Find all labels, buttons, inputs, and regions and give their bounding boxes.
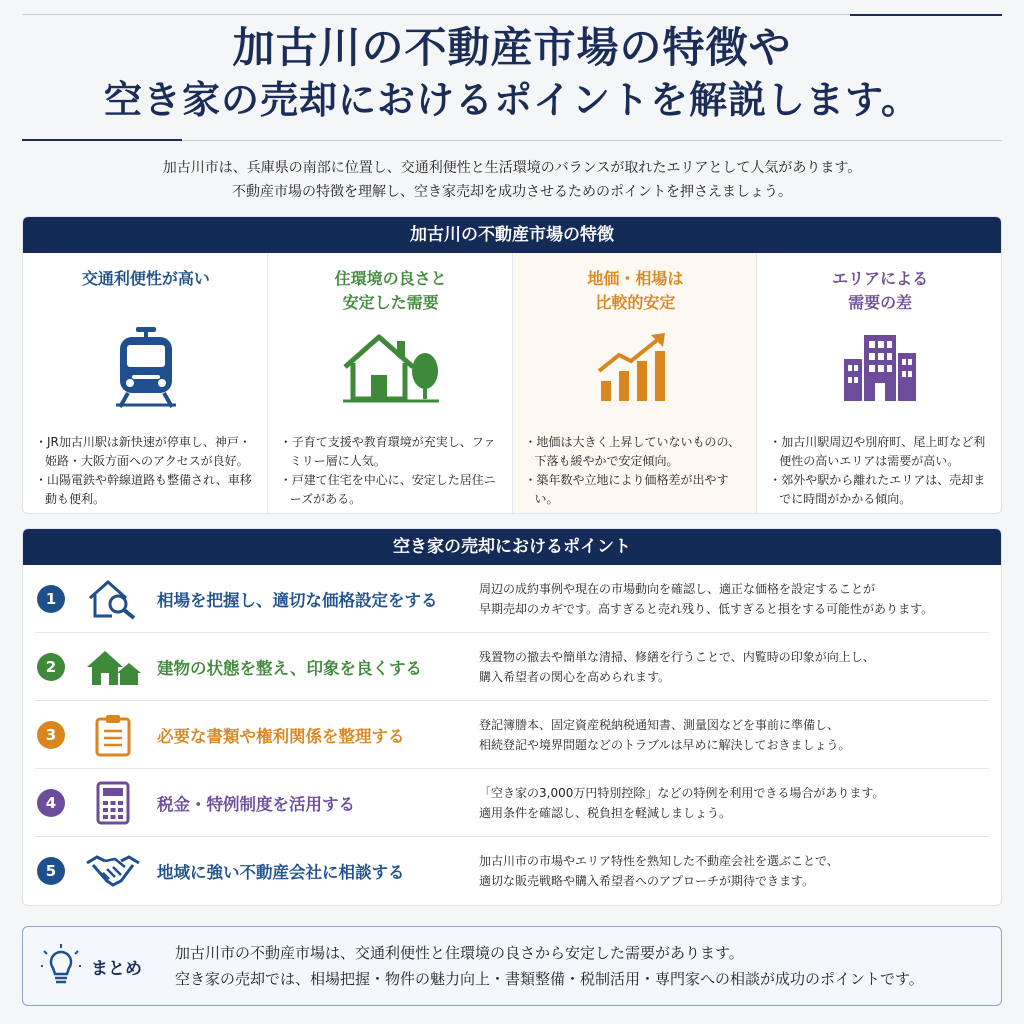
point-description-line1: 周辺の成約事例や現在の市場動向を確認し、適正な価格を設定することが (479, 581, 876, 596)
point-title: 建物の状態を整え、印象を良くする (157, 658, 422, 678)
feature-title-line1: エリアによる (832, 269, 929, 288)
point-description-line2: 早期売却のカギです。高すぎると売れ残り、低すぎると損をする可能性があります。 (479, 601, 934, 616)
point-description-line1: 加古川市の市場やエリア特性を熟知した不動産会社を選ぶことで、 (479, 854, 839, 868)
point-description-line1: 登記簿謄本、固定資産税納税通知書、測量図などを事前に準備し、 (479, 717, 840, 732)
number-badge: 2 (37, 653, 65, 681)
point-row (35, 565, 989, 633)
feature-title (35, 267, 257, 325)
top-divider-accent (850, 14, 1002, 16)
feature-title (525, 267, 747, 325)
point-description-line1: 残置物の撤去や簡単な清掃、修繕を行うことで、内覧時の印象が向上し、 (479, 649, 875, 664)
page-title-line1: 加古川の不動産市場の特徴や (232, 23, 792, 72)
clipboard-icon (83, 713, 143, 757)
point-description (479, 715, 989, 755)
number-badge: 4 (37, 789, 65, 817)
handshake-icon (83, 849, 143, 893)
point-description (479, 851, 989, 891)
page-title-line2: 空き家の売却におけるポイントを解説します。 (104, 77, 920, 122)
summary-text (175, 940, 924, 992)
point-description (479, 579, 989, 619)
list-item: ・加古川駅周辺や別府町、尾上町など利便性の高いエリアは需要が高い。 (769, 435, 986, 468)
point-description (479, 647, 989, 687)
point-title: 税金・特例制度を活用する (157, 794, 355, 814)
feature-transport (23, 253, 267, 514)
points-heading: 空き家の売却におけるポイント (23, 529, 1001, 565)
points-section (22, 528, 1002, 906)
point-description-line2: 適用条件を確認し、税負担を軽減しましょう。 (479, 805, 732, 820)
list-item: ・山陽電鉄や幹線道路も整備され、車移動も便利。 (35, 473, 252, 506)
feature-land-price (512, 253, 757, 514)
point-description-line2: 購入希望者の関心を高められます。 (479, 669, 671, 684)
list-item: ・郊外や駅から離れたエリアは、売却までに時間がかかる傾向。 (769, 473, 986, 506)
point-title: 地域に強い不動産会社に相談する (157, 863, 405, 882)
feature-title (769, 267, 991, 325)
features-section (22, 216, 1002, 514)
point-row (35, 769, 989, 837)
lightbulb-icon (41, 944, 81, 988)
feature-bullets (35, 433, 257, 509)
list-item: ・地価は大きく上昇していないものの、下落も緩やかで安定傾向。 (524, 435, 741, 468)
features-heading: 加古川の不動産市場の特徴 (23, 217, 1001, 253)
point-row (35, 633, 989, 701)
point-description-line2: 相続登記や境界問題などのトラブルは早めに解決しておきましょう。 (479, 737, 851, 752)
train-icon (35, 325, 257, 409)
summary-line2: 空き家の売却では、相場把握・物件の魅力向上・書類整備・税制活用・専門家への相談が成功のポイントです。 (175, 970, 924, 988)
buildings-icon (769, 325, 991, 409)
summary-line1: 加古川市の不動産市場は、交通利便性と住環境の良さから安定した需要があります。 (175, 944, 744, 962)
feature-title-line1: 交通利便性が高い (81, 269, 210, 288)
intro-line2: 不動産市場の特徴を理解し、空き家売却を成功させるためのポイントを押さえましょう。 (232, 184, 792, 200)
feature-environment (267, 253, 512, 514)
point-row (35, 701, 989, 769)
feature-area-demand (756, 253, 1001, 514)
intro-text (0, 156, 1024, 204)
calculator-icon (83, 781, 143, 825)
list-item: ・築年数や立地により価格差が出やすい。 (524, 473, 729, 506)
list-item: ・戸建て住宅を中心に、安定した居住ニーズがある。 (279, 473, 496, 506)
feature-bullets (525, 433, 747, 509)
title-divider-accent (22, 139, 182, 141)
point-description-line1: 「空き家の3,000万円特別控除」などの特例を利用できる場合があります。 (479, 785, 885, 800)
houses-icon (83, 645, 143, 689)
point-description-line2: 適切な販売戦略や購入希望者へのアプローチが期待できます。 (479, 874, 815, 888)
house-magnifier-icon (83, 577, 143, 621)
summary-label: まとめ (91, 958, 142, 979)
number-badge: 3 (37, 721, 65, 749)
point-title: 必要な書類や権利関係を整理する (157, 726, 405, 746)
feature-bullets (280, 433, 502, 509)
list-item: ・子育て支援や教育環境が充実し、ファミリー層に人気。 (279, 435, 496, 468)
bar-chart-growth-icon (525, 325, 747, 409)
summary-box (22, 926, 1002, 1006)
feature-title-line2: 需要の差 (848, 293, 913, 312)
house-tree-icon (280, 325, 502, 409)
feature-title (280, 267, 502, 325)
point-row (35, 837, 989, 905)
intro-line1: 加古川市は、兵庫県の南部に位置し、交通利便性と生活環境のバランスが取れたエリアとして人気があります。 (162, 160, 862, 176)
feature-title-line2: 安定した需要 (342, 293, 439, 312)
point-title: 相場を把握し、適切な価格設定をする (157, 590, 438, 610)
point-description (479, 783, 989, 823)
feature-title-line2: 比較的安定 (595, 293, 676, 312)
number-badge: 5 (37, 857, 65, 885)
feature-bullets (769, 433, 991, 509)
number-badge: 1 (37, 585, 65, 613)
feature-title-line1: 地価・相場は (587, 269, 684, 288)
feature-title-line1: 住環境の良さと (334, 269, 447, 288)
page-title (0, 22, 1024, 126)
list-item: ・JR加古川駅は新快速が停車し、神戸・姫路・大阪方面へのアクセスが良好。 (35, 435, 251, 468)
